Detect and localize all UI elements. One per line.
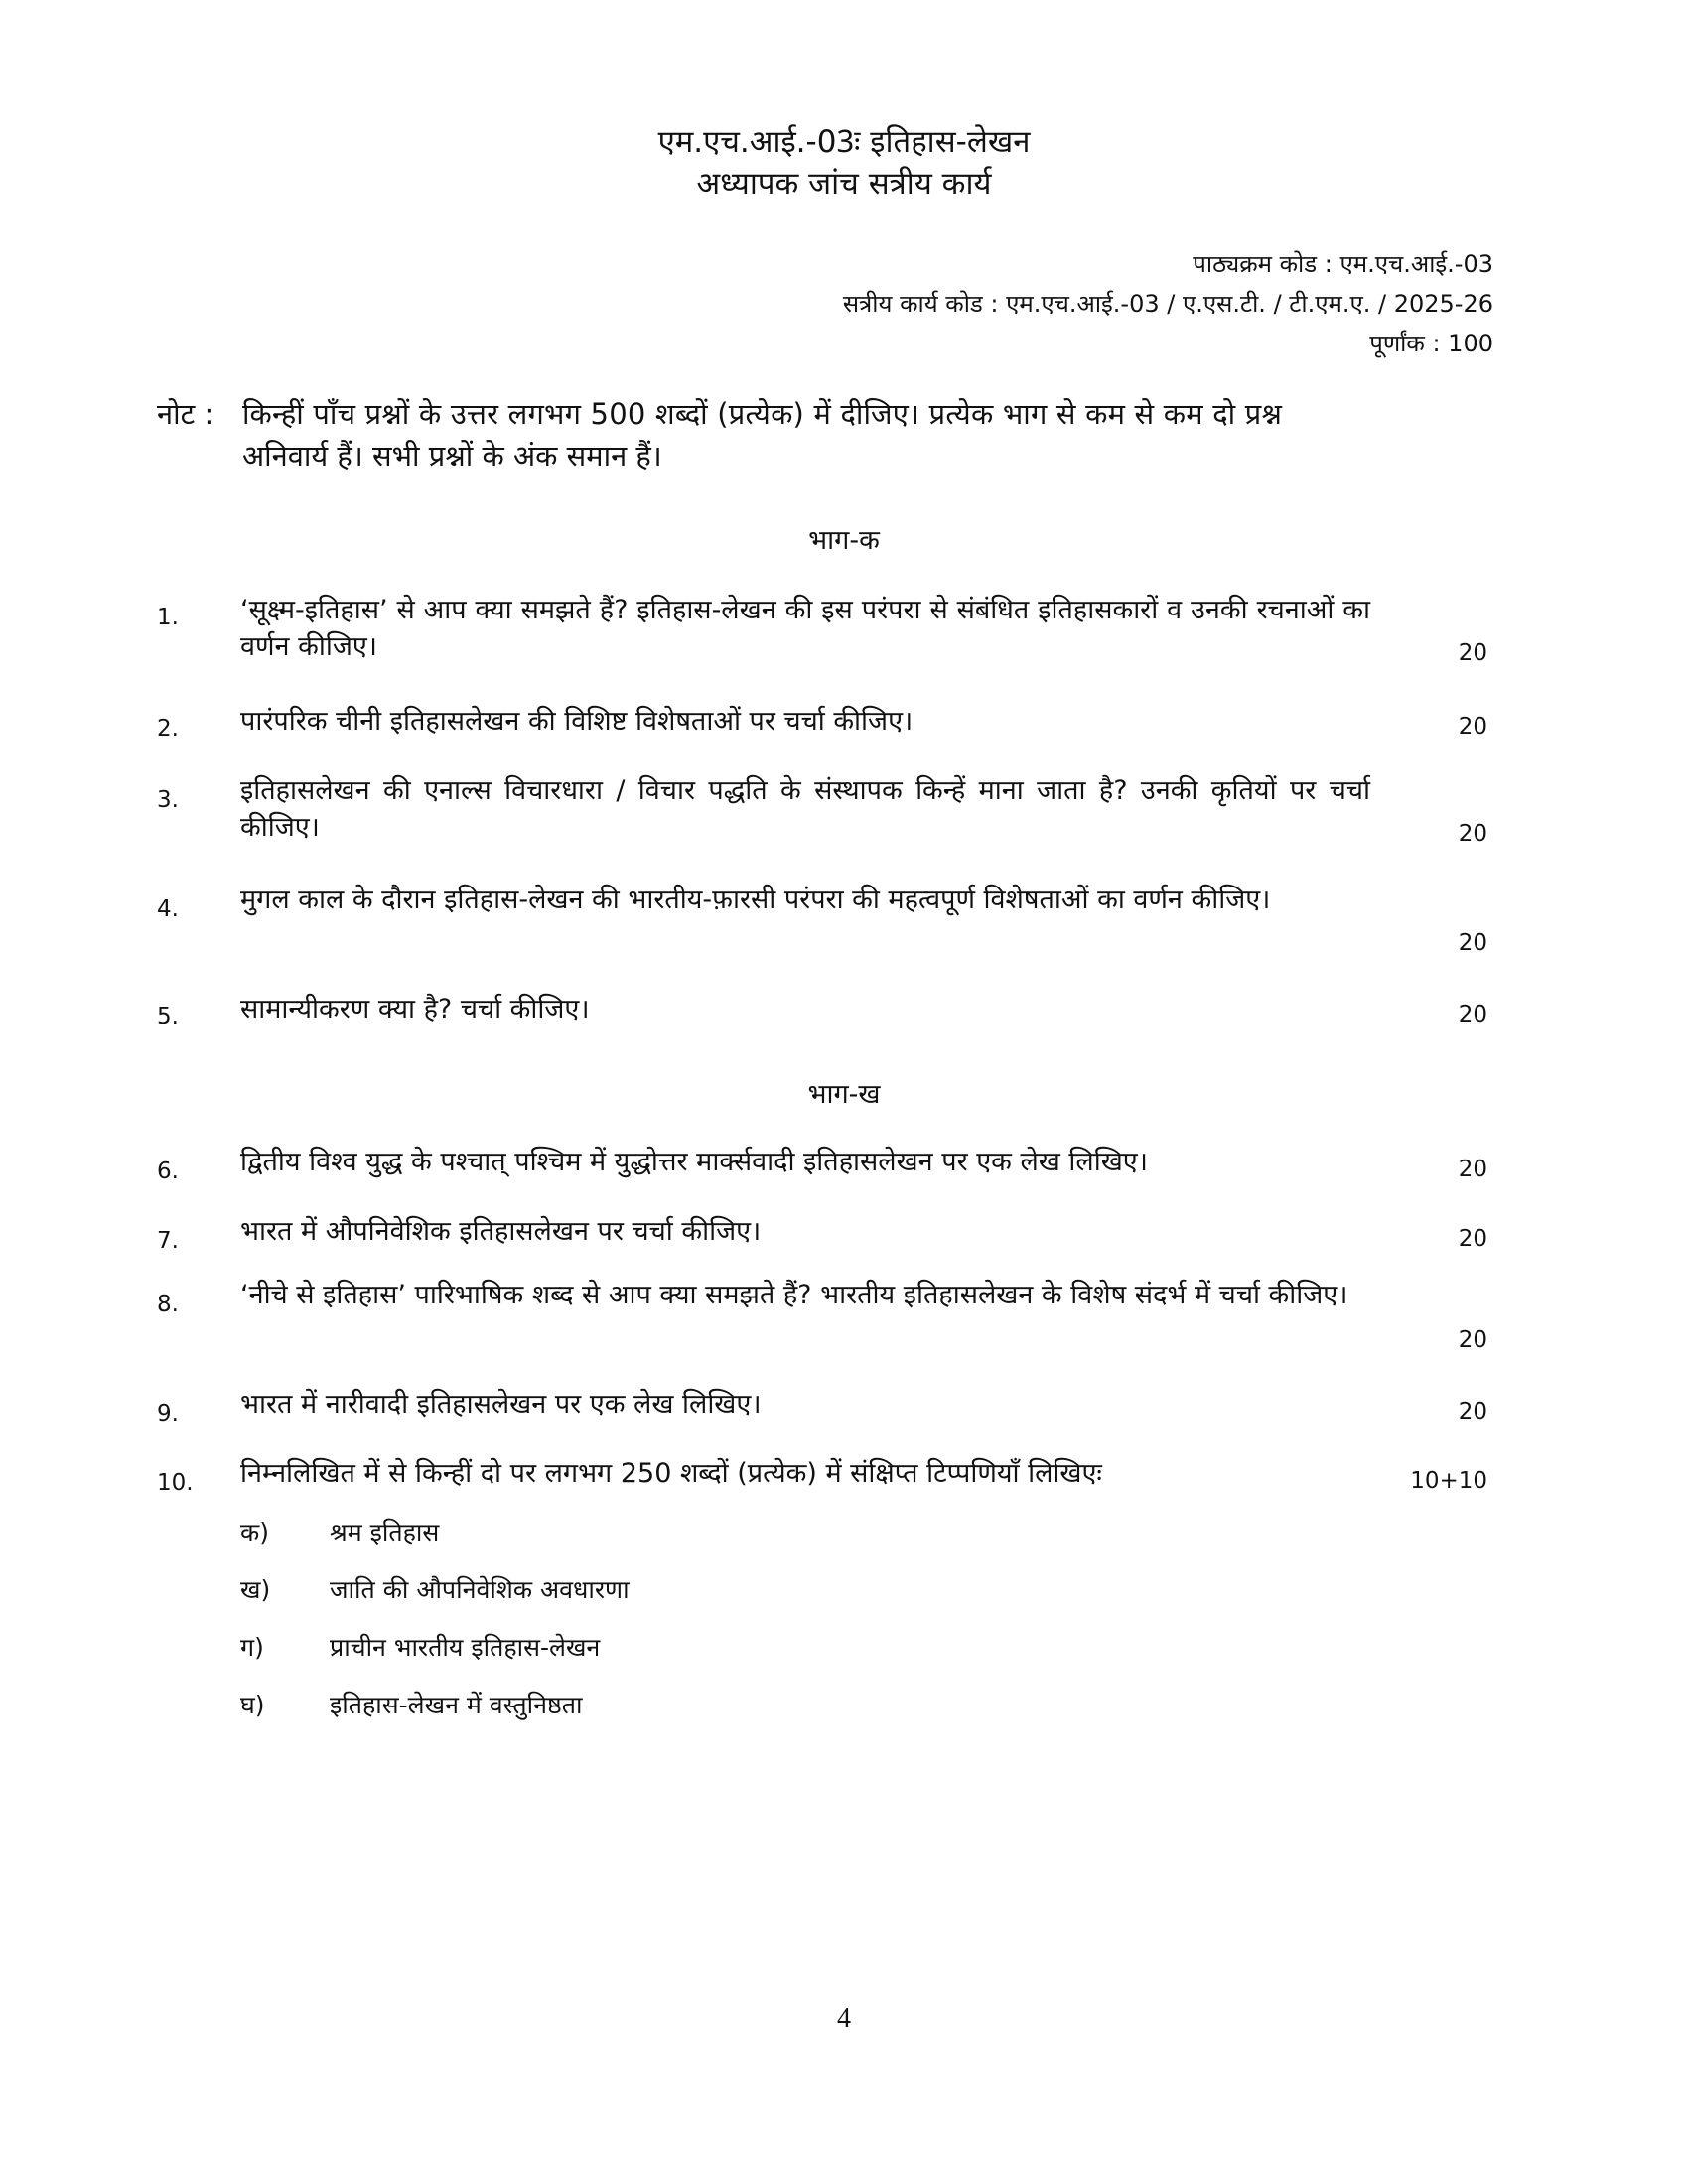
course-code: पाठ्यक्रम कोड : एम.एच.आई.-03 [1193,250,1493,278]
question-number: 9. [157,1401,179,1427]
question-number: 7. [157,1228,179,1254]
question-item [157,1277,1487,1352]
question-text: ‘नीचे से इतिहास’ पारिभाषिक शब्द से आप क्या समझते हैं? भारतीय इतिहासलेखन के विशेष संदर्भ में चर्चा कीजिए। [240,1280,1348,1310]
course-title: एम.एच.आई.-03ः इतिहास-लेखन [657,124,1031,160]
note-line-2: अनिवार्य हैं। सभी प्रश्नों के अंक समान हैं। [242,439,662,473]
question-number: 8. [157,1292,179,1317]
sub-item-text: जाति की औपनिवेशिक अवधारणा [330,1575,630,1604]
question-marks: 20 [1458,1399,1487,1425]
question-number: 3. [157,787,179,813]
sub-item-label: ग) [240,1633,264,1662]
question-text: मुगल काल के दौरान इतिहास-लेखन की भारतीय-फ़ारसी परंपरा की महत्वपूर्ण विशेषताओं का वर्णन कीजिए। [240,885,1271,915]
instructions-note [157,393,1476,477]
sub-item-label: ख) [240,1575,271,1604]
question-text: पारंपरिक चीनी इतिहासलेखन की विशिष्ट विशेषताओं पर चर्चा कीजिए। [240,706,914,737]
question-item [157,772,1487,848]
question-item [157,1144,1487,1183]
question-marks: 20 [1458,930,1487,956]
question-item [157,882,1487,957]
question-number: 1. [157,605,179,630]
question-number: 5. [157,1004,179,1029]
sub-item-text: श्रम इतिहास [330,1518,440,1547]
note-body [244,393,1476,477]
question-number: 4. [157,896,179,922]
question-text: निम्नलिखित में से किन्हीं दो पर लगभग 250 शब्दों (प्रत्येक) में संक्षिप्त टिप्पणियाँ लिखिएः [240,1458,1102,1489]
assignment-meta [843,244,1493,363]
question-item [157,991,1487,1030]
question-number: 2. [157,716,179,742]
question-item [157,592,1487,667]
sub-item-label: क) [240,1518,269,1547]
page-number: 4 [837,2003,851,2034]
question-text: ‘सूक्ष्म-इतिहास’ से आप क्या समझते हैं? इतिहास-लेखन की इस परंपरा से संबंधित इतिहासकारों व उनकी रचनाओं का वर्णन कीजिए। [240,595,1370,662]
question-marks: 20 [1458,821,1487,847]
section-heading-b: भाग-ख [807,1079,881,1110]
question-text: भारत में औपनिवेशिक इतिहासलेखन पर चर्चा कीजिए। [240,1216,762,1247]
question-item [157,1386,1487,1426]
note-line-1: किन्हीं पाँच प्रश्नों के उत्तर लगभग 500 शब्दों (प्रत्येक) में दीजिए। प्रत्येक भाग से कम से कम दो प्रश्न [242,397,1283,431]
question-marks: 20 [1458,640,1487,666]
sub-item-label: घ) [240,1691,265,1719]
question-text: इतिहासलेखन की एनाल्स विचारधारा / विचार पद्धति के संस्थापक किन्हें माना जाता है? उनकी कृतियों पर चर्चा कीजिए। [240,775,1370,843]
title-block [0,121,1688,205]
question-marks: 20 [1458,1002,1487,1027]
question-marks: 20 [1458,1157,1487,1182]
max-marks: पूर्णांक : 100 [1369,330,1493,357]
question-marks: 20 [1458,1327,1487,1353]
question-item [157,1455,1487,1495]
question-marks: 20 [1458,1226,1487,1252]
question-item [157,703,1487,743]
note-label: नोट : [157,397,214,431]
assignment-type: अध्यापक जांच सत्रीय कार्य [696,166,992,202]
question-marks: 20 [1458,714,1487,740]
question-number: 10. [157,1470,194,1496]
question-text: सामान्यीकरण क्या है? चर्चा कीजिए। [240,994,590,1024]
question-item [157,1213,1487,1253]
question-text: द्वितीय विश्व युद्ध के पश्चात् पश्चिम में युद्धोत्तर मार्क्सवादी इतिहासलेखन पर एक लेख लिखिए। [240,1147,1148,1177]
question-text: भारत में नारीवादी इतिहासलेखन पर एक लेख लिखिए। [240,1389,762,1420]
section-heading-a: भाग-क [808,525,880,556]
sub-item-text: प्राचीन भारतीय इतिहास-लेखन [330,1633,601,1662]
question-marks: 10+10 [1410,1468,1487,1494]
question-number: 6. [157,1159,179,1184]
sub-item-text: इतिहास-लेखन में वस्तुनिष्ठता [330,1691,583,1719]
assignment-code: सत्रीय कार्य कोड : एम.एच.आई.-03 / ए.एस.टी. / टी.एम.ए. / 2025-26 [842,290,1493,318]
